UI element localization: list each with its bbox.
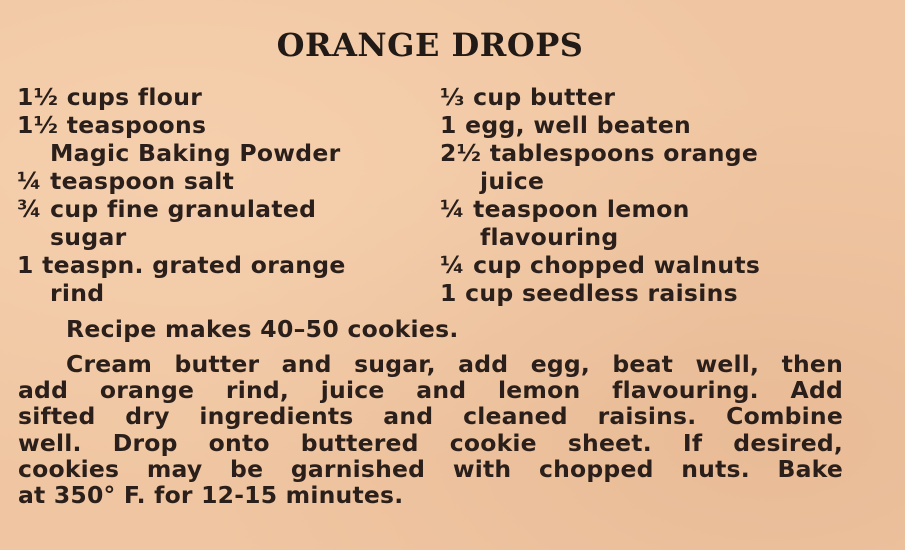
ingredient-text: 1 teaspn. grated orange (17, 251, 346, 279)
ingredient-text: ¼ teaspoon lemon (440, 195, 690, 223)
method-line: well. Drop onto buttered cookie sheet. If desired, (18, 428, 843, 457)
ingredient-continuation: sugar (50, 223, 127, 251)
ingredient-item (17, 111, 417, 167)
ingredients-left-column (17, 83, 417, 307)
ingredients-right-column (440, 83, 880, 307)
ingredient-continuation: flavouring (480, 223, 619, 251)
ingredient-item (17, 83, 417, 111)
recipe-title: ORANGE DROPS (276, 26, 584, 64)
ingredient-continuation: rind (50, 279, 105, 307)
ingredient-item (17, 167, 417, 195)
ingredient-item (440, 279, 880, 307)
recipe-yield: Recipe makes 40–50 cookies. (66, 315, 459, 343)
method-line: sifted dry ingredients and cleaned raisins. Combine (18, 402, 843, 431)
method-line: at 350° F. for 12-15 minutes. (18, 481, 404, 510)
ingredient-text: 1 egg, well beaten (440, 111, 692, 139)
ingredient-item (440, 139, 880, 195)
method-line: Cream butter and sugar, add egg, beat well, then (66, 350, 843, 378)
ingredient-continuation: Magic Baking Powder (50, 139, 341, 167)
ingredient-item (17, 251, 417, 307)
ingredient-continuation: juice (480, 167, 545, 195)
method-line: cookies may be garnished with chopped nuts. Bake (18, 454, 843, 483)
ingredient-text: ¼ cup chopped walnuts (440, 251, 761, 279)
ingredient-text: ⅓ cup butter (440, 83, 616, 111)
ingredient-item (440, 111, 880, 139)
ingredient-text: ¼ teaspoon salt (17, 167, 235, 195)
ingredient-item (440, 195, 880, 251)
recipe-method (18, 351, 843, 508)
ingredient-text: 1½ teaspoons (17, 111, 207, 139)
ingredient-item (17, 195, 417, 251)
ingredient-text: 1 cup seedless raisins (440, 279, 738, 307)
ingredient-item (440, 83, 880, 111)
method-line: add orange rind, juice and lemon flavouring. Add (18, 376, 843, 405)
ingredient-item (440, 251, 880, 279)
ingredient-text: 2½ tablespoons orange (440, 139, 759, 167)
ingredient-text: ¾ cup fine granulated (17, 195, 317, 223)
ingredient-text: 1½ cups flour (17, 83, 203, 111)
